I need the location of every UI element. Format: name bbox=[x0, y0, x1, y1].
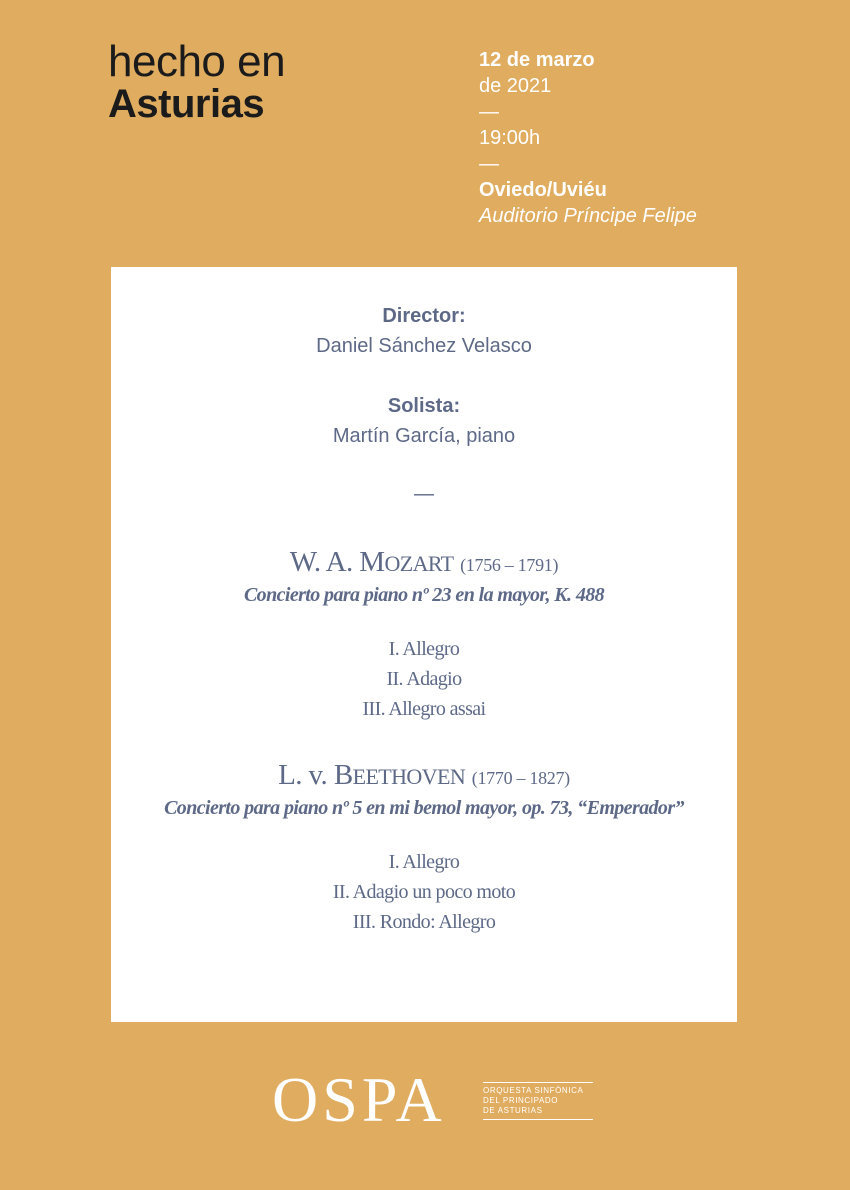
brand-logo bbox=[108, 37, 286, 126]
ospa-subtitle-line: ORQUESTA SINFÓNICA bbox=[483, 1086, 584, 1095]
brand-line-1: hecho en bbox=[108, 37, 286, 86]
composer-mozart-rest: OZART bbox=[384, 551, 454, 576]
event-time: 19:00h bbox=[479, 127, 541, 149]
movement: I. Allegro bbox=[388, 851, 460, 873]
work-mozart-title: Concierto para piano nº 23 en la mayor, K. 488 bbox=[243, 584, 605, 606]
ospa-subtitle bbox=[483, 1082, 593, 1120]
event-year: de 2021 bbox=[479, 75, 552, 97]
ospa-subtitle-line: DE ASTURIAS bbox=[483, 1106, 543, 1115]
event-separator-2: — bbox=[479, 153, 499, 175]
movement: III. Rondo: Allegro bbox=[352, 911, 496, 933]
composer-beethoven bbox=[111, 758, 737, 795]
ospa-subtitle-line: DEL PRINCIPADO bbox=[483, 1096, 559, 1105]
event-separator-1: — bbox=[479, 101, 499, 123]
movement: II. Adagio un poco moto bbox=[332, 881, 516, 903]
composer-beethoven-initials: L. v. B bbox=[278, 759, 353, 791]
program-divider: — bbox=[414, 483, 434, 505]
soloist-label: Solista: bbox=[387, 395, 461, 417]
composer-mozart bbox=[111, 545, 737, 582]
ospa-logo bbox=[272, 1064, 584, 1135]
ospa-wordmark: OSPA bbox=[272, 1064, 446, 1135]
program-card bbox=[111, 267, 737, 1022]
composer-beethoven-rest: EETHOVEN bbox=[352, 764, 466, 789]
composer-beethoven-years: (1770 – 1827) bbox=[471, 768, 570, 788]
event-date: 12 de marzo bbox=[479, 49, 595, 71]
composer-mozart-initials: W. A. M bbox=[289, 546, 385, 578]
movement: I. Allegro bbox=[388, 638, 460, 660]
soloist-name: Martín García, piano bbox=[332, 425, 516, 447]
event-city: Oviedo/Uviéu bbox=[479, 179, 607, 201]
movement: III. Allegro assai bbox=[362, 698, 486, 720]
director-label: Director: bbox=[382, 305, 466, 327]
brand-line-2: Asturias bbox=[108, 82, 265, 126]
composer-mozart-years: (1756 – 1791) bbox=[460, 555, 559, 575]
event-info bbox=[479, 47, 697, 229]
movement: II. Adagio bbox=[386, 668, 462, 690]
director-name: Daniel Sánchez Velasco bbox=[316, 335, 532, 357]
event-venue: Auditorio Príncipe Felipe bbox=[479, 205, 697, 227]
work-beethoven-title: Concierto para piano nº 5 en mi bemol mayor, op. 73, “Emperador” bbox=[164, 797, 684, 819]
